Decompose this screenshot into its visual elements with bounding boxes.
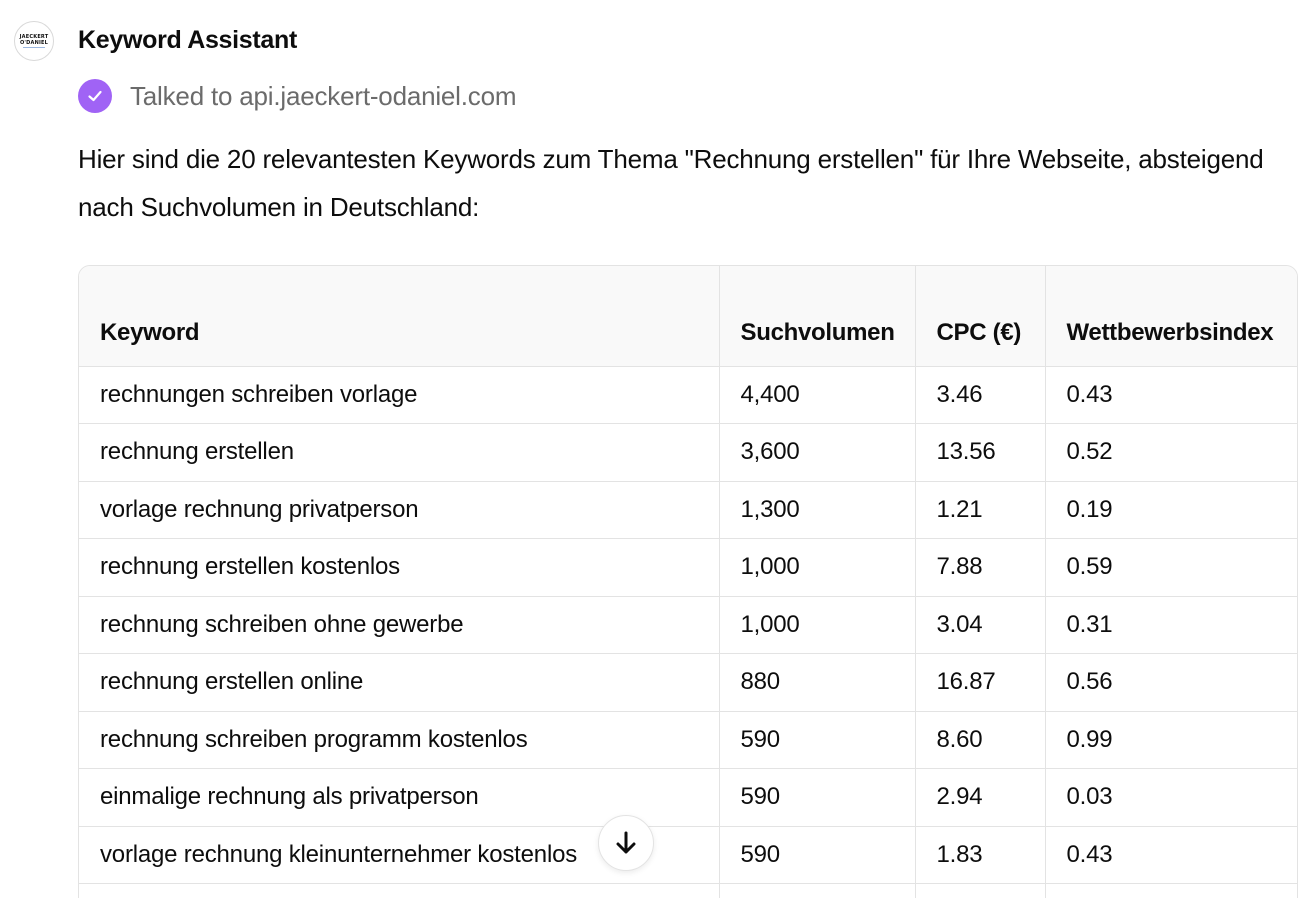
cell-cpc: 3.46 [915,366,1045,424]
cell-keyword: rechnung erstellen kostenlos [79,539,719,597]
cell-keyword: rechnung schreiben ohne gewerbe [79,596,719,654]
cell-suchvolumen: 1,000 [719,539,915,597]
cell-keyword: rechnung schreiben programm kostenlos [79,711,719,769]
cell-suchvolumen: 590 [719,826,915,884]
table-row [79,424,1298,482]
table-row [79,826,1298,884]
column-header-keyword: Keyword [79,266,719,366]
column-header-wettbewerbsindex: Wettbewerbsindex [1045,266,1298,366]
keyword-table-container [78,265,1298,898]
assistant-name: Keyword Assistant [78,26,298,54]
table-row [79,366,1298,424]
table-row [79,769,1298,827]
table-row [79,711,1298,769]
cell-wettbewerbsindex: 0.52 [1045,424,1298,482]
cell-suchvolumen: 1,000 [719,596,915,654]
message-intro: Hier sind die 20 relevantesten Keywords zum Thema "Rechnung erstellen" für Ihre Webseite, absteigend nach Suchvolumen in Deutschland: [78,144,1264,222]
cell-cpc: 2.94 [915,769,1045,827]
cell-wettbewerbsindex: 0.43 [1045,826,1298,884]
column-header-suchvolumen: Suchvolumen [719,266,915,366]
cell-keyword: rechnung erstellen [79,424,719,482]
table-header-row [79,266,1298,366]
cell-wettbewerbsindex: 0.31 [1045,596,1298,654]
table-row [79,539,1298,597]
avatar-logo-line2: O'DANIEL [19,40,49,46]
cell-wettbewerbsindex: 0.03 [1045,769,1298,827]
cell-suchvolumen: 590 [719,711,915,769]
keyword-table [79,266,1298,898]
cell-suchvolumen: 880 [719,654,915,712]
scroll-to-bottom-button[interactable] [598,815,654,871]
cell-cpc: 1.21 [915,481,1045,539]
avatar-logo-line1: JAECKERT [19,34,49,40]
cell-keyword: rechnungen schreiben vorlage [79,366,719,424]
check-icon [78,79,112,113]
cell-cpc: 16.87 [915,654,1045,712]
tool-call-status[interactable] [78,79,516,113]
cell-suchvolumen: 590 [719,769,915,827]
arrow-down-icon [612,829,640,857]
cell-wettbewerbsindex: 0.56 [1045,654,1298,712]
cell-cpc: 8.60 [915,711,1045,769]
cell-cpc: 3.04 [915,596,1045,654]
cell-wettbewerbsindex [1045,884,1298,898]
cell-wettbewerbsindex: 0.59 [1045,539,1298,597]
cell-wettbewerbsindex: 0.99 [1045,711,1298,769]
cell-cpc: 1.83 [915,826,1045,884]
cell-cpc [915,884,1045,898]
tool-call-text: Talked to api.jaeckert-odaniel.com [130,80,517,111]
table-row [79,481,1298,539]
cell-keyword [79,884,719,898]
cell-suchvolumen [719,884,915,898]
table-row [79,596,1298,654]
cell-suchvolumen: 4,400 [719,366,915,424]
cell-keyword: vorlage rechnung privatperson [79,481,719,539]
cell-suchvolumen: 1,300 [719,481,915,539]
cell-suchvolumen: 3,600 [719,424,915,482]
cell-keyword: vorlage rechnung kleinunternehmer kostenlos [79,826,719,884]
assistant-avatar [14,21,54,61]
cell-cpc: 13.56 [915,424,1045,482]
column-header-cpc: CPC (€) [915,266,1045,366]
table-row [79,884,1298,898]
cell-wettbewerbsindex: 0.43 [1045,366,1298,424]
cell-cpc: 7.88 [915,539,1045,597]
cell-wettbewerbsindex: 0.19 [1045,481,1298,539]
cell-keyword: einmalige rechnung als privatperson [79,769,719,827]
cell-keyword: rechnung erstellen online [79,654,719,712]
table-row [79,654,1298,712]
avatar-logo-bar [23,47,45,48]
